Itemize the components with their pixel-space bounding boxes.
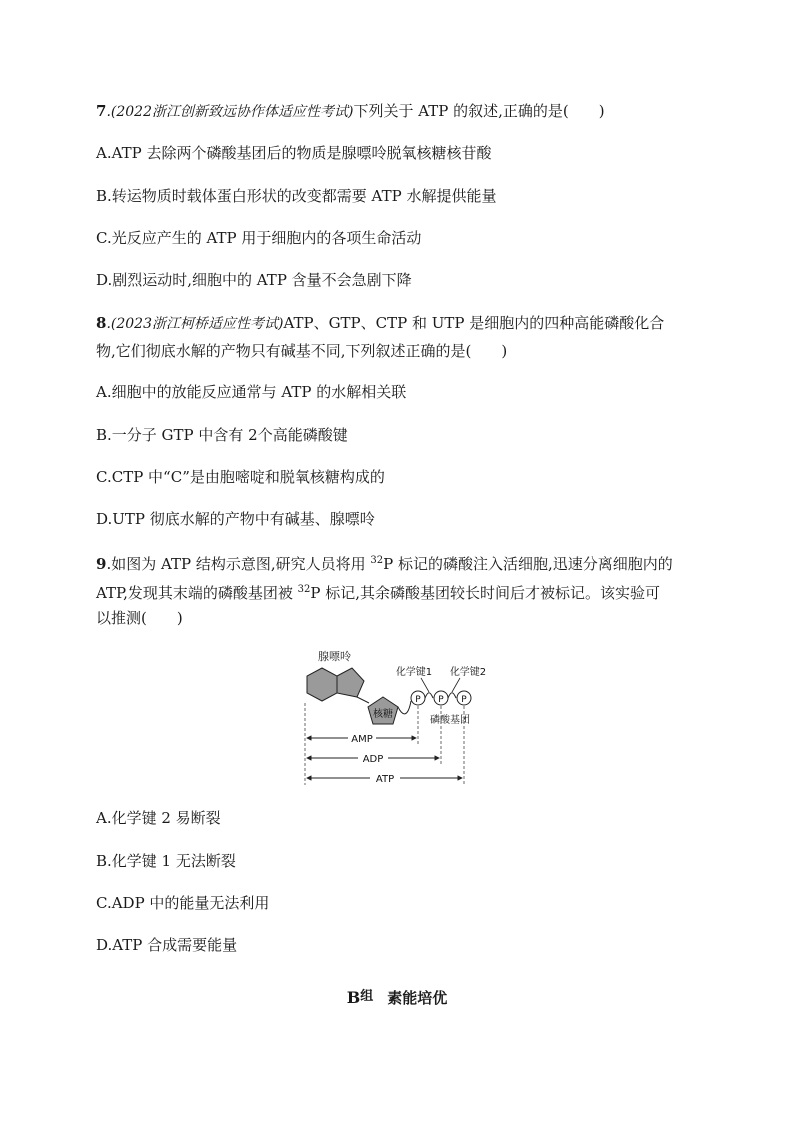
amp-label: AMP [351, 734, 373, 745]
bond-1-label: 化学键1 [395, 667, 433, 678]
q8-stem-text1: ATP、GTP、CTP 和 UTP 是细胞内的四种高能磷酸化合 [283, 314, 665, 332]
phosphate-group-label: 磷酸基团 [430, 715, 470, 726]
section-title: 素能培优 [387, 989, 448, 1007]
bond-1-curve [425, 693, 433, 698]
section-letter: B [346, 988, 361, 1007]
q9-stem-line2 [96, 580, 660, 603]
bond-1-pointer [421, 678, 429, 692]
q9-option-c: C.ADP 中的能量无法利用 [96, 894, 270, 912]
ribose-label: 核糖 [373, 709, 393, 720]
q7-number: 7 [96, 102, 107, 120]
bond-2-pointer [452, 678, 460, 692]
ester-bond [398, 701, 411, 714]
q8-number: 8 [96, 314, 107, 332]
bond-2-label: 化学键2 [449, 667, 487, 678]
q8-option-b: B.一分子 GTP 中含有 2个高能磷酸键 [96, 426, 348, 444]
q9-option-a: A.化学键 2 易断裂 [96, 809, 221, 827]
q9-stem-text1b: P 标记的磷酸注入活细胞,迅速分离细胞内的 [383, 555, 673, 573]
phosphate-2-symbol: P [438, 695, 444, 705]
q9-stem-text1a: .如图为 ATP 结构示意图,研究人员将用 [106, 555, 371, 573]
atp-structure-diagram [300, 645, 490, 790]
q7-stem-text: 下列关于 ATP 的叙述,正确的是( ) [353, 102, 605, 120]
q7-option-a: A.ATP 去除两个磷酸基团后的物质是腺嘌呤脱氧核糖核苷酸 [96, 144, 492, 162]
q7-option-d: D.剧烈运动时,细胞中的 ATP 含量不会急剧下降 [96, 271, 412, 289]
isotope-superscript: 32 [370, 555, 384, 566]
q8-option-d: D.UTP 彻底水解的产物中有碱基、腺嘌呤 [96, 510, 375, 528]
phosphate-3-symbol: P [461, 695, 467, 705]
q7-option-c: C.光反应产生的 ATP 用于细胞内的各项生命活动 [96, 229, 422, 247]
adp-label: ADP [362, 754, 384, 765]
q9-stem-line1 [96, 551, 673, 574]
q8-stem-line2: 物,它们彻底水解的产物只有碱基不同,下列叙述正确的是( ) [96, 342, 508, 360]
glycosidic-bond [357, 697, 369, 703]
q9-option-b: B.化学键 1 无法断裂 [96, 852, 236, 870]
bond-2-curve [448, 693, 456, 698]
atp-label: ATP [375, 774, 395, 785]
q9-stem-text2b: P 标记,其余磷酸基团较长时间后才被标记。该实验可 [310, 584, 660, 602]
isotope-superscript: 32 [297, 584, 311, 595]
q9-number: 9 [96, 555, 107, 573]
q8-source: .(2023浙江柯桥适应性考试) [106, 316, 284, 332]
q9-option-d: D.ATP 合成需要能量 [96, 936, 238, 954]
adenine-pentagon [337, 668, 364, 697]
section-group: 组 [360, 989, 374, 1004]
q9-stem-text2a: ATP,发现其末端的磷酸基团被 [96, 584, 298, 602]
phosphate-1-symbol: P [415, 695, 421, 705]
q7-option-b: B.转运物质时载体蛋白形状的改变都需要 ATP 水解提供能量 [96, 187, 497, 205]
adenine-label: 腺嘌呤 [318, 650, 351, 663]
q8-option-c: C.CTP 中“C”是由胞嘧啶和脱氧核糖构成的 [96, 468, 385, 486]
section-heading [0, 987, 794, 1008]
q8-option-a: A.细胞中的放能反应通常与 ATP 的水解相关联 [96, 383, 407, 401]
q8-stem-line1 [96, 313, 664, 334]
q7-source: .(2022浙江创新致远协作体适应性考试) [106, 104, 354, 120]
q7-stem [96, 101, 605, 122]
q9-stem-line3: 以推测( ) [96, 609, 183, 627]
adenine-hexagon [307, 668, 337, 701]
